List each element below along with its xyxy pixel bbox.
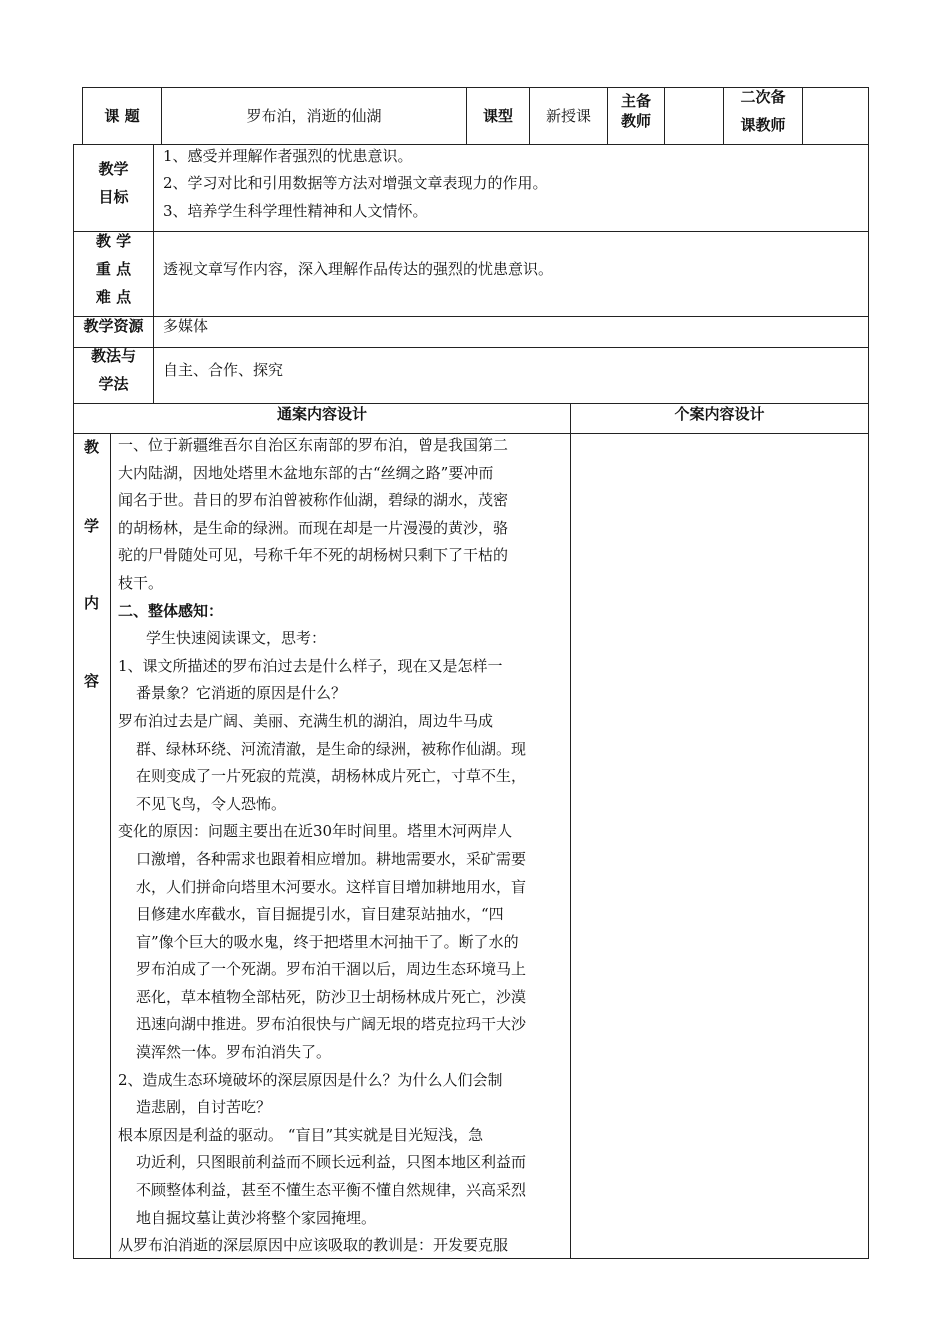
content-line: 根本原因是利益的驱动。 “盲目”其实就是目光短浅，急 — [118, 1125, 484, 1144]
content-line: 学生快速阅读课文，思考： — [146, 629, 327, 648]
content-line: 从罗布泊消逝的深层原因中应该吸取的教训是：开发要克服 — [118, 1236, 509, 1255]
side-char-3: 内 — [84, 594, 100, 612]
header-main-teacher-value-cell — [664, 87, 724, 145]
question-line: 造悲剧，自讨苦吃？ — [136, 1098, 272, 1117]
content-line: 一、位于新疆维吾尔自治区东南部的罗布泊，曾是我国第二 — [118, 436, 509, 454]
topic-value: 罗布泊，消逝的仙湖 — [246, 107, 382, 125]
content-line: 的胡杨林，是生命的绿洲。而现在却是一片漫漫的黄沙，骆 — [118, 518, 509, 537]
content-line: 大内陆湖，因地处塔里木盆地东部的古“丝绸之路”要冲而 — [118, 463, 494, 482]
second-teacher-label-1: 二次备 — [740, 88, 786, 106]
content-line: 在则变成了一片死寂的荒漠，胡杨林成片死亡，寸草不生， — [136, 767, 527, 786]
section-heading: 二、整体感知： — [118, 601, 224, 620]
goal-item-2: 2、学习对比和引用数据等方法对增强文章表现力的作用。 — [163, 174, 548, 192]
content-line: 功近利，只图眼前利益而不顾长远利益，只图本地区利益而 — [136, 1153, 527, 1172]
side-char-4: 容 — [84, 672, 100, 690]
content-line: 变化的原因：问题主要出在近30年时间里。塔里木河两岸人 — [118, 822, 513, 841]
content-line: 盲”像个巨大的吸水鬼，终于把塔里木河抽干了。断了水的 — [136, 932, 519, 951]
resources-value: 多媒体 — [163, 317, 209, 335]
content-line: 漠浑然一体。罗布泊消失了。 — [136, 1043, 332, 1062]
topic-label: 课 题 — [104, 107, 140, 125]
content-line: 群、绿林环绕、河流清澈，是生命的绿洲，被称作仙湖。现 — [136, 739, 527, 758]
content-line: 罗布泊过去是广阔、美丽、充满生机的湖泊，周边牛马成 — [118, 711, 494, 730]
key-points-label-3: 难 点 — [95, 288, 132, 306]
content-line: 枝干。 — [118, 573, 164, 592]
second-teacher-label-2: 课教师 — [740, 116, 786, 134]
main-teacher-label-1: 主备 — [620, 92, 651, 110]
content-line: 不顾整体利益，甚至不懂生态平衡不懂自然规律，兴高采烈 — [136, 1181, 527, 1200]
question-line: 番景象？它消逝的原因是什么？ — [136, 684, 347, 703]
type-label: 课型 — [482, 107, 513, 125]
personal-design-title: 个案内容设计 — [674, 405, 765, 423]
methods-value: 自主、合作、探究 — [163, 361, 284, 379]
side-char-2: 学 — [84, 517, 100, 535]
type-value: 新授课 — [545, 107, 591, 125]
key-points-label-1: 教 学 — [95, 232, 132, 250]
goal-item-1: 1、感受并理解作者强烈的忧患意识。 — [163, 147, 413, 165]
content-line: 闻名于世。昔日的罗布泊曾被称作仙湖，碧绿的湖水，茂密 — [118, 491, 509, 510]
methods-label-1: 教法与 — [90, 347, 136, 365]
key-points-label-2: 重 点 — [95, 260, 132, 278]
resources-label: 教学资源 — [83, 317, 144, 335]
content-line: 目修建水库截水，盲目掘提引水，盲目建泵站抽水，“四 — [136, 905, 504, 924]
methods-label-2: 学法 — [98, 375, 129, 393]
content-body — [118, 432, 566, 1260]
content-line: 不见飞鸟，令人恐怖。 — [136, 794, 287, 813]
content-line: 罗布泊成了一个死湖。罗布泊干涸以后，周边生态环境马上 — [136, 960, 527, 979]
resources-value-cell — [153, 316, 869, 348]
content-line: 恶化，草本植物全部枯死，防沙卫士胡杨林成片死亡，沙漠 — [136, 987, 527, 1006]
content-line: 迅速向湖中推进。罗布泊很快与广阔无垠的塔克拉玛干大沙 — [136, 1015, 527, 1034]
content-line: 口激增，各种需求也跟着相应增加。耕地需要水，采矿需要 — [136, 849, 527, 868]
common-design-title: 通案内容设计 — [276, 405, 367, 423]
content-line: 地自掘坟墓让黄沙将整个家园掩埋。 — [136, 1208, 377, 1227]
goal-item-3: 3、培养学生科学理性精神和人文情怀。 — [163, 202, 428, 220]
content-side-label-cell — [73, 433, 111, 1259]
side-char-1: 教 — [84, 438, 100, 456]
personal-content-cell — [570, 433, 869, 1259]
main-teacher-label-2: 教师 — [620, 112, 651, 130]
content-line: 水，人们拼命向塔里木河要水。这样盲目增加耕地用水，盲 — [136, 877, 527, 896]
header-second-teacher-value-cell — [802, 87, 869, 145]
goals-label-2: 目标 — [98, 188, 129, 206]
key-points-value: 透视文章写作内容，深入理解作品传达的强烈的忧患意识。 — [163, 260, 554, 278]
question-line: 2、造成生态环境破坏的深层原因是什么？为什么人们会制 — [118, 1070, 503, 1089]
goals-label-1: 教学 — [98, 160, 129, 178]
content-line: 驼的尸骨随处可见，号称千年不死的胡杨树只剩下了干枯的 — [118, 546, 509, 565]
question-line: 1、课文所描述的罗布泊过去是什么样子，现在又是怎样一 — [118, 656, 503, 675]
